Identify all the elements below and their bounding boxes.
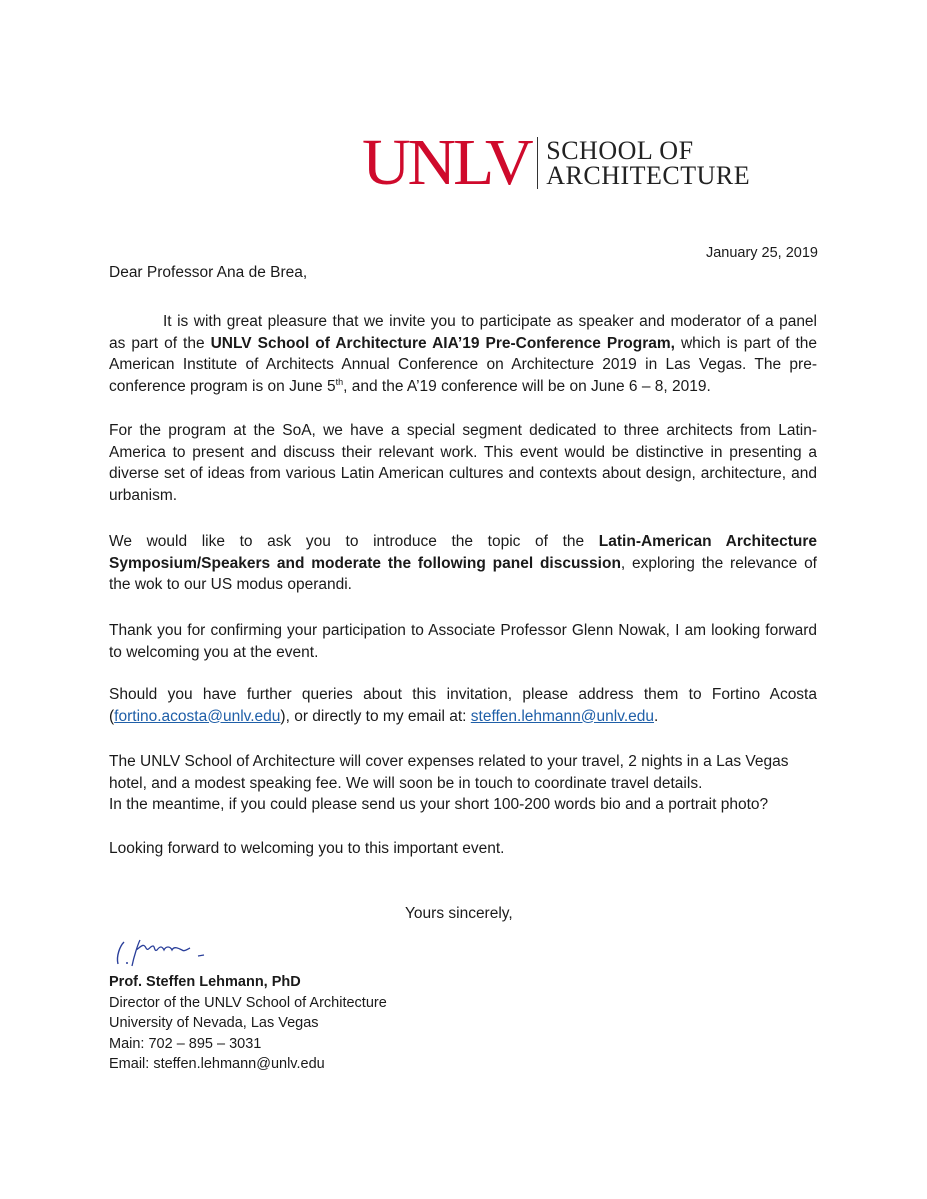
signature-image [110, 930, 220, 972]
paragraph-invitation: It is with great pleasure that we invite you to participate as speaker and moderator of a panel as part of the UNLV School of Architecture AIA’19 Pre-Conference Program, which is part of the American Institute of Architects Annual Conference on Architecture 2019 in Las Vegas. The pre-conference program is on June 5th, and the A’19 conference will be on June 6 – 8, 2019. [109, 313, 817, 395]
closing: Yours sincerely, [405, 905, 513, 922]
signer-title: Director of the UNLV School of Architecture [109, 994, 387, 1011]
paragraph-thanks: Thank you for confirming your participation to Associate Professor Glenn Nowak, I am looking forward to welcoming you at the event. [109, 622, 817, 661]
email-link-steffen[interactable]: steffen.lehmann@unlv.edu [470, 707, 654, 725]
logo-line-1: SCHOOL OF [546, 136, 694, 165]
paragraph-program: For the program at the SoA, we have a special segment dedicated to three architects from Latin-America to present and discuss their relevant work. This event would be distinctive in presenting a diverse set of ideas from various Latin American cultures and contexts about design, architecture, and urbanism. [109, 422, 817, 504]
logo-line-2: ARCHITECTURE [546, 161, 751, 190]
email-link-fortino[interactable]: fortino.acosta@unlv.edu [114, 707, 281, 725]
paragraph-contact: Should you have further queries about this invitation, please address them to Fortino Acosta (fortino.acosta@unlv.edu), or directly to my email at: steffen.lehmann@unlv.edu. [109, 686, 817, 725]
unlv-logo [362, 126, 751, 199]
program-name: UNLV School of Architecture AIA’19 Pre-Conference Program, [210, 334, 675, 352]
letter-date: January 25, 2019 [705, 245, 818, 261]
bio-request-text: In the meantime, if you could please send us your short 100-200 words bio and a portrait photo? [109, 796, 769, 813]
salutation: Dear Professor Ana de Brea, [109, 264, 308, 281]
paragraph-closing-remark: Looking forward to welcoming you to this important event. [109, 840, 505, 857]
signer-institution: University of Nevada, Las Vegas [109, 1015, 319, 1031]
signer-name: Prof. Steffen Lehmann, PhD [109, 974, 301, 990]
paragraph-request: We would like to ask you to introduce the topic of the Latin-American Architecture Symposium/Speakers and moderate the following panel discussion, exploring the relevance of the wok to our US modus operandi. [109, 533, 817, 593]
logo-divider [537, 137, 538, 189]
symposium-topic: Latin-American Architecture Symposium/Speakers and moderate the following panel discussion [109, 533, 817, 572]
signer-phone: Main: 702 – 895 – 3031 [109, 1035, 262, 1052]
signature-block [109, 972, 387, 1075]
logo-mark: UNLV [362, 126, 531, 199]
signer-email: Email: steffen.lehmann@unlv.edu [109, 1056, 325, 1072]
expenses-text: The UNLV School of Architecture will cover expenses related to your travel, 2 nights in a Las Vegas hotel, and a modest speaking fee. We will soon be in touch to coordinate travel details. [109, 753, 789, 792]
paragraph-expenses [109, 751, 817, 816]
logo-wordmark [546, 138, 750, 188]
